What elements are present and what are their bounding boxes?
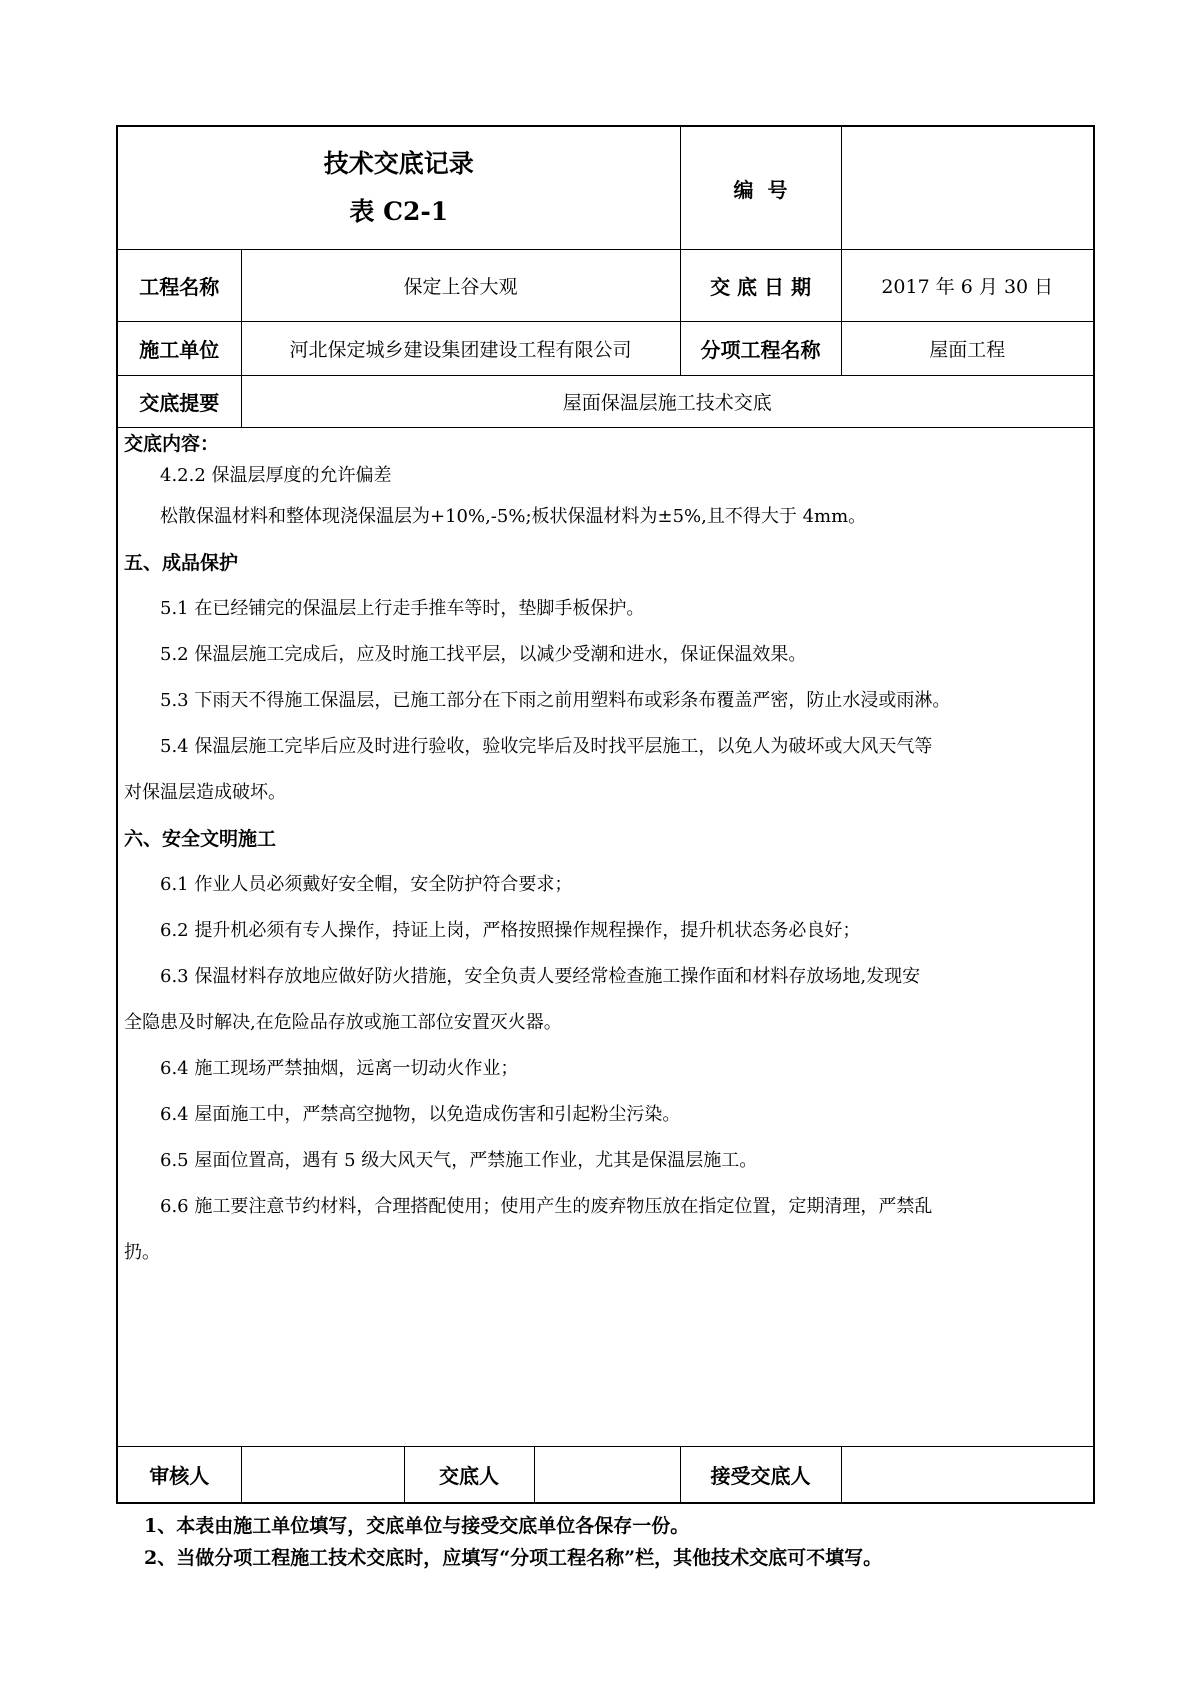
note-line: 1、本表由施工单位填写，交底单位与接受交底单位各保存一份。: [144, 1514, 690, 1537]
subproject-label: 分项工程名称: [680, 322, 841, 376]
form-title-line2: 表 C2-1: [349, 197, 449, 226]
form-table: [116, 125, 1095, 1504]
disclosure-date-field[interactable]: 2017 年 6 月 30 日: [841, 250, 1094, 322]
content-paragraph: 6.4 施工现场严禁抽烟，远离一切动火作业；: [160, 1058, 519, 1079]
content-paragraph: 4.2.2 保温层厚度的允许偏差: [160, 465, 392, 486]
content-paragraph: 6.3 保温材料存放地应做好防火措施，安全负责人要经常检查施工操作面和材料存放场地,发现安: [160, 966, 921, 987]
reviewer-label: 审核人: [117, 1447, 241, 1503]
content-paragraph: 5.3 下雨天不得施工保温层，已施工部分在下雨之前用塑料布或彩条布覆盖严密，防止水浸或雨淋。: [160, 690, 951, 711]
receiver-field[interactable]: [841, 1447, 1094, 1503]
content-paragraph: 扔。: [124, 1242, 160, 1263]
form-notes: [116, 1510, 1093, 1574]
content-paragraph: 6.5 屋面位置高，遇有 5 级大风天气，严禁施工作业，尤其是保温层施工。: [160, 1150, 758, 1171]
project-name-field[interactable]: 保定上谷大观: [241, 250, 680, 322]
summary-field[interactable]: 屋面保温层施工技术交底: [241, 376, 1094, 428]
note-line: 2、当做分项工程施工技术交底时，应填写“分项工程名称”栏，其他技术交底可不填写。: [144, 1546, 883, 1569]
content-label: 交底内容：: [124, 433, 220, 455]
subproject-field[interactable]: 屋面工程: [841, 322, 1094, 376]
summary-label: 交底提要: [117, 376, 241, 428]
project-name-label: 工程名称: [117, 250, 241, 322]
form-title: [117, 126, 680, 250]
discloser-label: 交底人: [404, 1447, 534, 1503]
reviewer-field[interactable]: [241, 1447, 404, 1503]
disclosure-content: [118, 428, 1093, 1276]
serial-number-field[interactable]: [841, 126, 1094, 250]
content-paragraph: 5.4 保温层施工完毕后应及时进行验收，验收完毕后及时找平层施工，以免人为破坏或大风天气等: [160, 736, 933, 757]
content-paragraph: 6.6 施工要注意节约材料，合理搭配使用；使用产生的废弃物压放在指定位置，定期清理，严禁乱: [160, 1196, 933, 1217]
content-paragraph: 6.4 屋面施工中，严禁高空抛物，以免造成伤害和引起粉尘污染。: [160, 1104, 681, 1125]
form-title-line1: 技术交底记录: [323, 149, 474, 178]
section-heading-5: 五、成品保护: [124, 552, 239, 574]
disclosure-date-label: 交 底 日 期: [680, 250, 841, 322]
section-heading-6: 六、安全文明施工: [124, 828, 277, 850]
receiver-label: 接受交底人: [680, 1447, 841, 1503]
content-paragraph: 对保温层造成破坏。: [124, 782, 286, 803]
discloser-field[interactable]: [534, 1447, 680, 1503]
disclosure-content-cell[interactable]: [117, 428, 1094, 1447]
contractor-label: 施工单位: [117, 322, 241, 376]
technical-disclosure-form: [116, 125, 1093, 1574]
content-paragraph: 5.2 保温层施工完成后，应及时施工找平层，以减少受潮和进水，保证保温效果。: [160, 644, 807, 665]
content-paragraph: 6.1 作业人员必须戴好安全帽，安全防护符合要求；: [160, 874, 573, 895]
content-paragraph: 松散保温材料和整体现浇保温层为+10%,-5%;板状保温材料为±5%,且不得大于 4mm。: [160, 506, 867, 527]
content-paragraph: 5.1 在已经铺完的保温层上行走手推车等时，垫脚手板保护。: [160, 598, 645, 619]
content-paragraph: 全隐患及时解决,在危险品存放或施工部位安置灭火器。: [124, 1012, 562, 1033]
contractor-field[interactable]: 河北保定城乡建设集团建设工程有限公司: [241, 322, 680, 376]
content-paragraph: 6.2 提升机必须有专人操作，持证上岗，严格按照操作规程操作，提升机状态务必良好；: [160, 920, 861, 941]
serial-number-label: 编 号: [680, 126, 841, 250]
